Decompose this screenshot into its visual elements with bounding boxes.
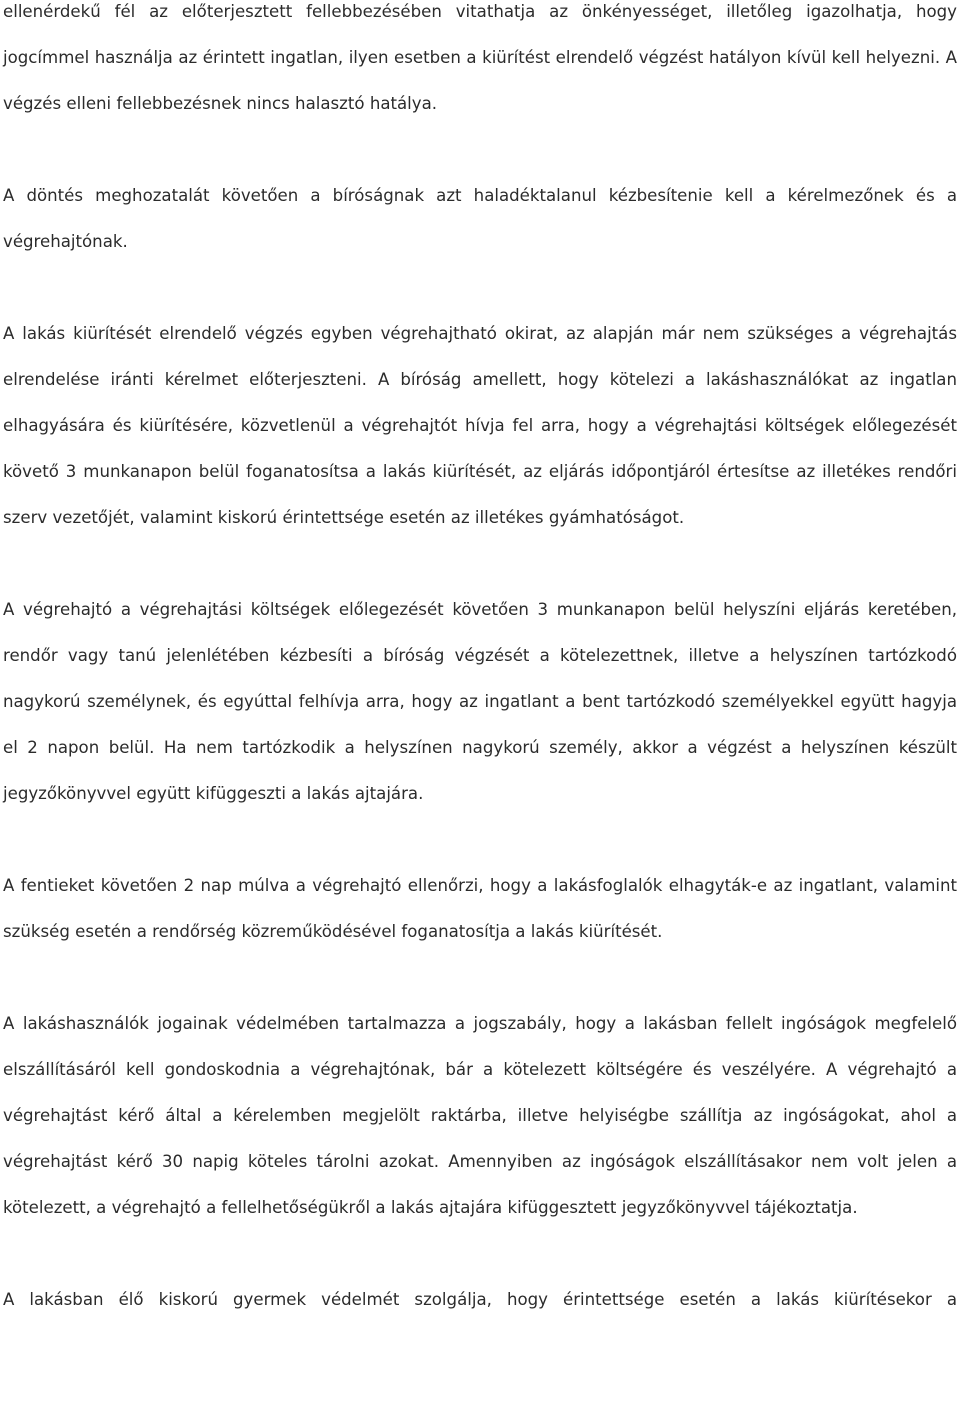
paragraph-7: A lakásban élő kiskorú gyermek védelmét szolgálja, hogy érintettsége esetén a lakás kiürítésekor a bbox=[3, 1290, 957, 1309]
paragraph-spacer bbox=[3, 265, 957, 311]
paragraph-spacer bbox=[3, 817, 957, 863]
document-page bbox=[3, 0, 957, 1323]
paragraph-spacer bbox=[3, 1231, 957, 1277]
paragraph-6: A lakáshasználók jogainak védelmében tartalmazza a jogszabály, hogy a lakásban fellelt ingóságok megfelelő elszállításáról kell gondoskodnia a végrehajtónak, bár a kötelezett költségére és veszélyére. A végrehajtó a végrehajtást kérő által a kérelemben megjelölt raktárba, illetve helyiségbe szállítja az ingóságokat, ahol a végrehajtást kérő 30 napig köteles tárolni azokat. Amennyiben az ingóságok elszállításakor nem volt jelen a kötelezett, a végrehajtó a fellelhetőségükről a lakás ajtajára kifüggesztett jegyzőkönyvvel tájékoztatja. bbox=[3, 1014, 957, 1217]
paragraph-spacer bbox=[3, 127, 957, 173]
paragraph-4: A végrehajtó a végrehajtási költségek előlegezését követően 3 munkanapon belül helyszíni eljárás keretében, rendőr vagy tanú jelenlétében kézbesíti a bíróság végzését a kötelezettnek, illetve a helyszínen tartózkodó nagykorú személynek, és egyúttal felhívja arra, hogy az ingatlant a bent tartózkodó személyekkel együtt hagyja el 2 napon belül. Ha nem tartózkodik a helyszínen nagykorú személy, akkor a végzést a helyszínen készült jegyzőkönyvvel együtt kifüggeszti a lakás ajtajára. bbox=[3, 600, 957, 803]
paragraph-spacer bbox=[3, 541, 957, 587]
paragraph-1: ellenérdekű fél az előterjesztett fellebbezésében vitathatja az önkényességet, illetőleg igazolhatja, hogy jogcímmel használja az érintett ingatlan, ilyen esetben a kiürítést elrendelő végzést hatályon kívül kell helyezni. A végzés elleni fellebbezésnek nincs halasztó hatálya. bbox=[3, 2, 957, 113]
paragraph-5: A fentieket követően 2 nap múlva a végrehajtó ellenőrzi, hogy a lakásfoglalók elhagyták-e az ingatlant, valamint szükség esetén a rendőrség közreműködésével foganatosítja a lakás kiürítését. bbox=[3, 876, 957, 941]
paragraph-spacer bbox=[3, 955, 957, 1001]
paragraph-3: A lakás kiürítését elrendelő végzés egyben végrehajtható okirat, az alapján már nem szükséges a végrehajtás elrendelése iránti kérelmet előterjeszteni. A bíróság amellett, hogy kötelezi a lakáshasználókat az ingatlan elhagyására és kiürítésére, közvetlenül a végrehajtót hívja fel arra, hogy a végrehajtási költségek előlegezését követő 3 munkanapon belül foganatosítsa a lakás kiürítését, az eljárás időpontjáról értesítse az illetékes rendőri szerv vezetőjét, valamint kiskorú érintettsége esetén az illetékes gyámhatóságot. bbox=[3, 324, 957, 527]
paragraph-2: A döntés meghozatalát követően a bíróságnak azt haladéktalanul kézbesítenie kell a kérelmezőnek és a végrehajtónak. bbox=[3, 186, 957, 251]
